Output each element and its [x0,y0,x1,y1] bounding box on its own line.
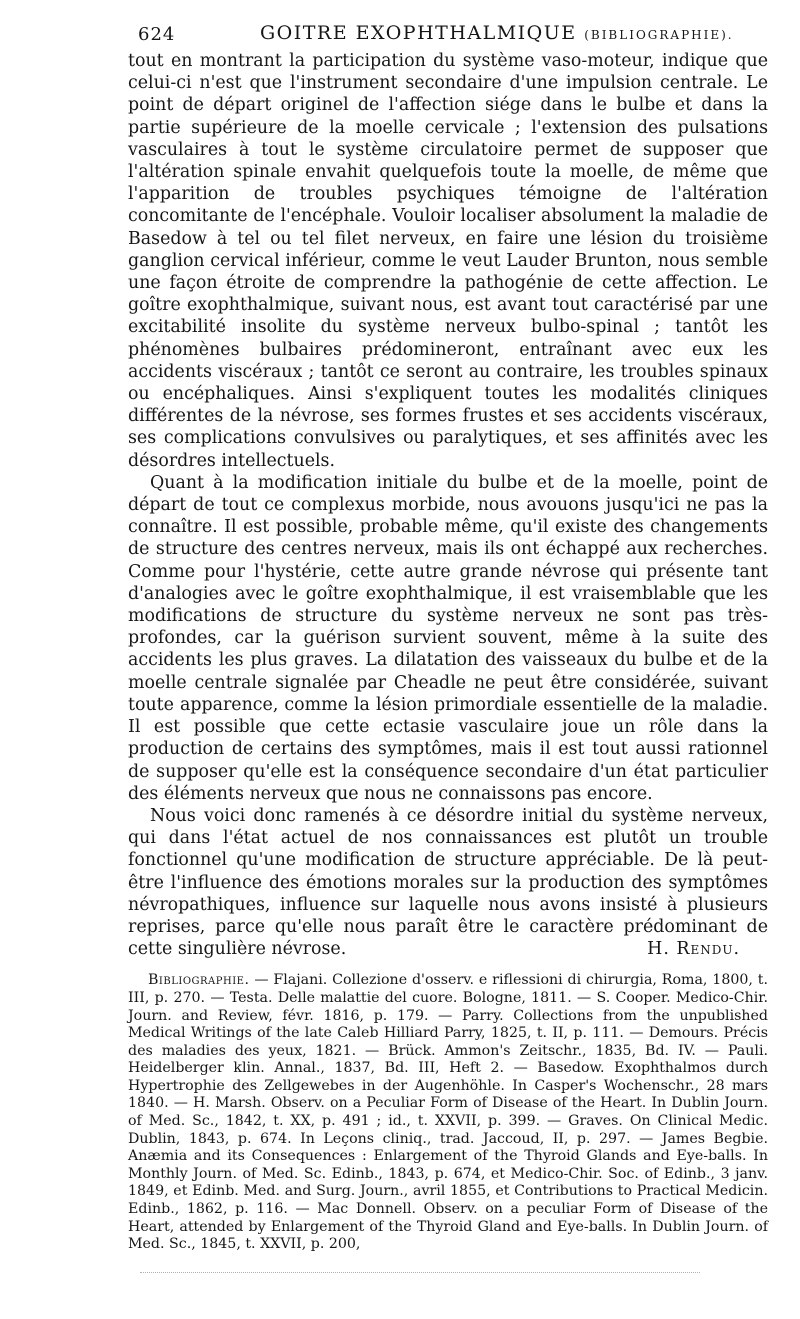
paragraph: tout en montrant la participation du système vaso-moteur, indique que celui-ci n'est que l'instrument secondaire d'une impulsion centrale. Le point de départ originel de l'affection siége dans le bulbe et dans la partie supérieure de la moelle cervicale ; l'extension des pulsations vasculaires à tout le système circulatoire permet de supposer que l'altération spinale envahit quelquefois toute la moelle, de même que l'apparition de troubles psychiques témoigne de l'altération concomitante de l'encéphale. Vouloir localiser absolument la maladie de Basedow à tel ou tel filet nerveux, en faire une lésion du troisième ganglion cervical inférieur, comme le veut Lauder Brunton, nous semble une façon étroite de comprendre la pathogénie de cette affection. Le goître exophthalmique, suivant nous, est avant tout caractérisé par une excitabilité insolite du système nerveux bulbo-spinal ; tantôt les phénomènes bulbaires prédomineront, entraînant avec eux les accidents viscéraux ; tantôt ce seront au contraire, les troubles spinaux ou encéphaliques. Ainsi s'expliquent toutes les modalités cliniques différentes de la névrose, ses formes frustes et ses accidents viscéraux, ses complications convulsives ou paralytiques, et ses affinités avec les désordres intellectuels. [128,51,768,471]
paragraph: Nous voici donc ramenés à ce désordre initial du système nerveux, qui dans l'état actuel de nos connaissances est plutôt un trouble fonctionnel qu'une modification de structure appréciable. De là peut-être l'influence des émotions morales sur la production des symptômes névropathiques, influence sur laquelle nous avons insisté à plusieurs reprises, parce qu'elle nous paraît être le caractère prédominant de cette singulière névrose. [128,805,768,960]
running-subtitle: (BIBLIOGRAPHIE). [584,28,734,42]
page-number: 624 [138,24,176,45]
page [128,14,768,1254]
paragraph: Quant à la modification initiale du bulbe et de la moelle, point de départ de tout ce complexus morbide, nous avouons jusqu'ici ne pas la connaître. Il est possible, probable même, qu'il existe des changements de structure des centres nerveux, mais ils ont échappé aux recherches. Comme pour l'hystérie, cette autre grande névrose qui présente tant d'analogies avec le goître exophthalmique, il est vraisemblable que les modifications de structure du système nerveux ne sont pas très-profondes, car la guérison survient souvent, même à la suite des accidents les plus graves. La dilatation des vaisseaux du bulbe et de la moelle centrale signalée par Cheadle ne peut être considérée, suivant toute apparence, comme la lésion primordiale essentielle de la maladie. Il est possible que cette ectasie vasculaire joue un rôle dans la production de certains des symptômes, mais il est tout aussi rationnel de supposer qu'elle est la conséquence secondaire d'un état particulier des éléments nerveux que nous ne connaissons pas encore. [128,472,768,804]
running-title-text: GOITRE EXOPHTHALMIQUE [260,22,577,44]
bibliography-text: — Flajani. Collezione d'osserv. e riflessioni di chirurgia, Roma, 1800, t. III, p. 270. — Testa. Delle malattie del cuore. Bologne, 1811. — S. Cooper. Medico-Chir. Journ. and Review, févr. 1816, p. 179. — Parry. Collections from the unpublished Medical Writings of the late Caleb Hilliard Parry, 1825, t. II, p. 111. — Demours. Précis des maladies des yeux, 1821. — Brück. Ammon's Zeitschr., 1835, Bd. IV. — Pauli. Heidelberger klin. Annal., 1837, Bd. III, Heft 2. — Basedow. Exophthalmos durch Hypertrophie des Zellgewebes in der Augenhöhle. In Casper's Wochenschr., 28 mars 1840. — H. Marsh. Observ. on a Peculiar Form of Disease of the Heart. In Dublin Journ. of Med. Sc., 1842, t. XX, p. 491 ; id., t. XXVII, p. 399. — Graves. On Clinical Medic. Dublin, 1843, p. 674. In Leçons cliniq., trad. Jaccoud, II, p. 297. — James Begbie. Anæmia and its Consequences : Enlargement of the Thyroid Glands and Eye-balls. In Monthly Journ. of Med. Sc. Edinb., 1843, p. 674, et Medico-Chir. Soc. of Edinb., 3 janv. 1849, et Edinb. Med. and Surg. Journ., avril 1855, et Contributions to Practical Medicin. Edinb., 1862, p. 116. — Mac Donnell. Observ. on a peculiar Form of Disease of the Heart, attended by Enlargement of the Thyroid Gland and Eye-balls. In Dublin Journ. of Med. Sc., 1845, t. XXVII, p. 200, [128,972,768,1253]
bottom-rule [140,1272,700,1273]
running-head [128,14,768,50]
bibliography [128,972,768,1254]
body-text [128,50,768,960]
running-title [260,22,734,44]
author-signature: H. Rendu. [647,939,740,960]
bibliography-label: Bibliographie. [148,972,250,989]
